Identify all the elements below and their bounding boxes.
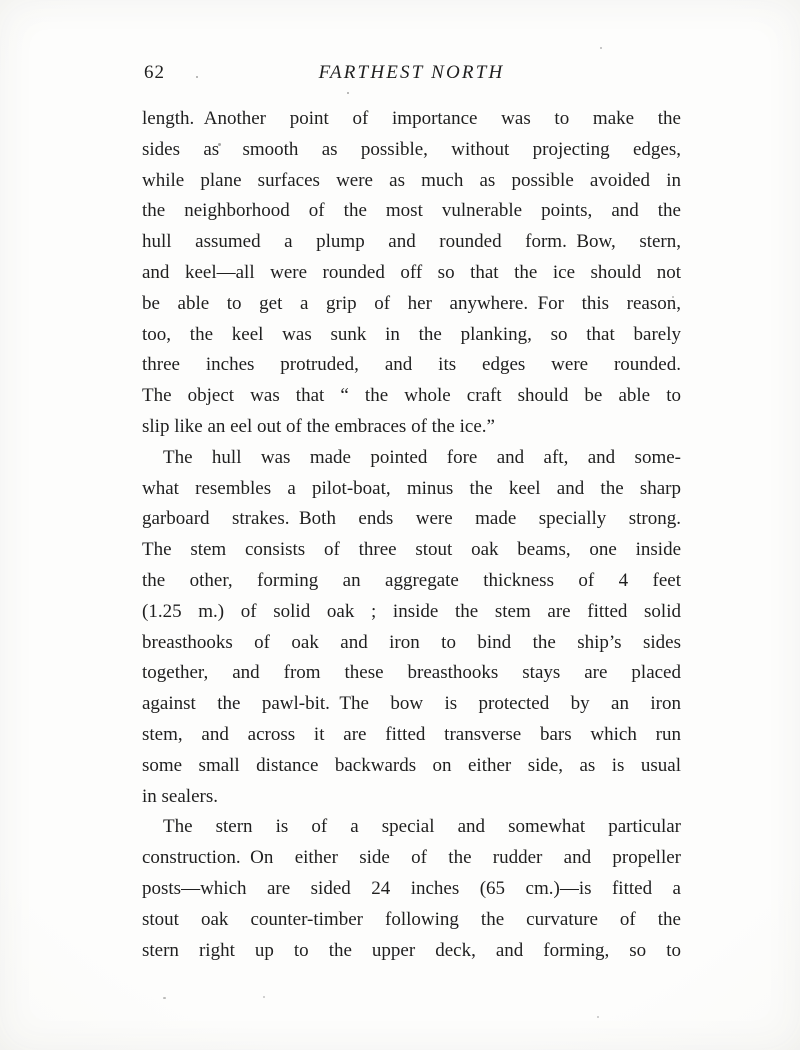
- text-line: breasthooks of oak and iron to bind the ship’s sides: [142, 631, 681, 653]
- text-line: The object was that “ the whole craft should be able to: [142, 385, 681, 407]
- text-line: length. Another point of importance was to make the: [142, 108, 681, 129]
- scan-speck: [597, 1016, 599, 1018]
- text-line: what resembles a pilot-boat, minus the keel and the sharp: [142, 477, 681, 499]
- scan-speck: [672, 296, 674, 298]
- scan-speck: [347, 92, 349, 94]
- text-line: against the pawl-bit. The bow is protected by an iron: [142, 693, 681, 715]
- text-line: in sealers.: [142, 785, 218, 807]
- text-line: slip like an eel out of the embraces of the ice.”: [142, 415, 495, 437]
- text-line: while plane surfaces were as much as possible avoided in: [142, 169, 681, 191]
- text-line: stern right up to the upper deck, and forming, so to: [142, 939, 681, 961]
- scan-speck: [218, 143, 221, 146]
- text-line: and keel—all were rounded off so that the ice should not: [142, 261, 681, 283]
- scan-speck: [263, 996, 265, 998]
- scan-speck: [600, 47, 602, 49]
- text-line: garboard strakes. Both ends were made specially strong.: [142, 508, 681, 530]
- text-line: the neighborhood of the most vulnerable points, and the: [142, 200, 681, 222]
- scan-speck: [163, 997, 166, 999]
- text-line: The stern is of a special and somewhat particular: [163, 816, 681, 838]
- text-line: stout oak counter-timber following the curvature of the: [142, 908, 681, 930]
- text-line: together, and from these breasthooks stays are placed: [142, 662, 681, 684]
- text-line: hull assumed a plump and rounded form. Bow, stern,: [142, 231, 681, 253]
- text-line: be able to get a grip of her anywhere. For this reason,: [142, 292, 681, 314]
- body-text: [142, 104, 681, 966]
- text-line: stem, and across it are fitted transverse bars which run: [142, 723, 681, 745]
- text-line: three inches protruded, and its edges were rounded.: [142, 354, 681, 376]
- scan-speck: [196, 76, 198, 78]
- text-line: The hull was made pointed fore and aft, and some-: [163, 446, 681, 468]
- running-title: FARTHEST NORTH: [318, 62, 505, 83]
- text-line: (1.25 m.) of solid oak ; inside the stem are fitted solid: [142, 600, 681, 622]
- text-line: construction. On either side of the rudder and propeller: [142, 847, 681, 869]
- page-header: [142, 60, 681, 86]
- text-line: posts—which are sided 24 inches (65 cm.)—is fitted a: [142, 877, 681, 899]
- text-line: some small distance backwards on either side, as is usual: [142, 754, 681, 776]
- text-line: the other, forming an aggregate thickness of 4 feet: [142, 569, 681, 591]
- page-number: 62: [144, 62, 165, 83]
- text-line: The stem consists of three stout oak beams, one inside: [142, 539, 681, 561]
- text-line: sides as smooth as possible, without projecting edges,: [142, 138, 681, 160]
- text-line: too, the keel was sunk in the planking, so that barely: [142, 323, 681, 345]
